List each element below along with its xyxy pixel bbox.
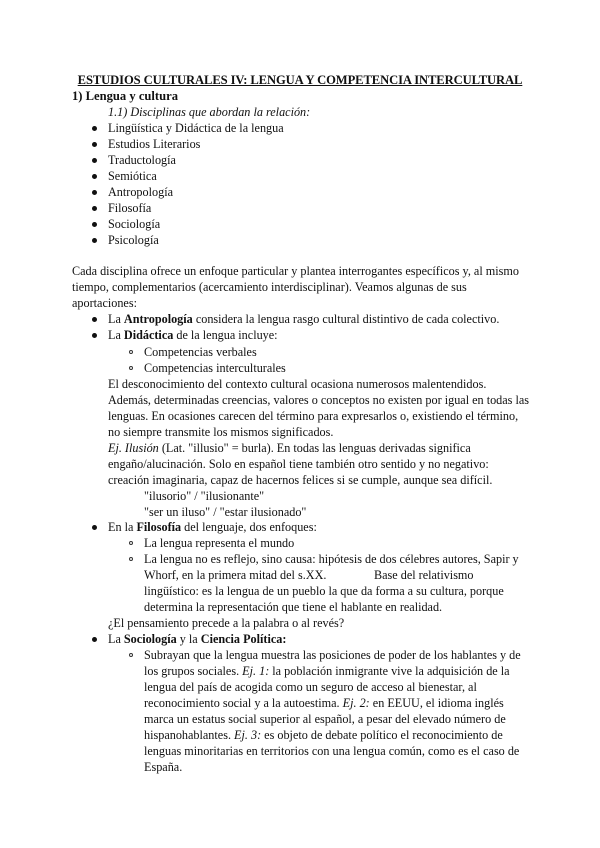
bullet-icon — [92, 238, 97, 243]
text: la población inmigrante vive la adquisición de la — [269, 664, 510, 678]
bold-term: Sociología — [123, 632, 177, 646]
circle-bullet-icon — [129, 653, 133, 657]
list-item: Traductología — [108, 153, 176, 167]
didactica-item — [108, 327, 278, 343]
sub-item: Competencias verbales — [144, 345, 257, 359]
bold-term: Filosofía — [136, 520, 182, 534]
text: considera la lengua rasgo cultural distintivo de cada colectivo. — [192, 312, 500, 326]
paragraph-line: El desconocimiento del contexto cultural ocasiona numerosos malentendidos. — [108, 377, 487, 391]
bold-term: Ciencia Política: — [200, 632, 287, 646]
filosofia-question: ¿El pensamiento precede a la palabra o al revés? — [108, 616, 345, 630]
bullet-icon — [92, 222, 97, 227]
text: La — [108, 632, 124, 646]
text: La — [108, 312, 124, 326]
text: los grupos sociales. — [144, 664, 243, 678]
text: del lenguaje, dos enfoques: — [181, 520, 317, 534]
circle-bullet-icon — [129, 350, 133, 354]
antropologia-item — [108, 311, 499, 327]
bullet-icon — [92, 174, 97, 179]
text: reconocimiento social y a la autoestima. — [144, 696, 343, 710]
list-item: Lingüística y Didáctica de la lengua — [108, 121, 284, 135]
paragraph-line: Además, determinadas creencias, valores o conceptos no existen por igual en todas las — [108, 393, 530, 407]
bullet-icon — [92, 525, 97, 530]
sub-item: Subrayan que la lengua muestra las posiciones de poder de los hablantes y de — [144, 648, 521, 662]
example-label: Ej. Ilusión — [108, 441, 159, 455]
sub-item-continuation: Base del relativismo — [374, 568, 474, 582]
bold-term: Didáctica — [123, 328, 174, 342]
list-item: Semiótica — [108, 169, 157, 183]
bullet-icon — [92, 126, 97, 131]
sub-item-continuation: Whorf, en la primera mitad del s.XX. — [144, 568, 327, 582]
text: es objeto de debate político el reconocimiento de — [261, 728, 503, 742]
text: y la — [176, 632, 201, 646]
list-item: Filosofía — [108, 201, 152, 215]
bold-term: Antropología — [123, 312, 193, 326]
paragraph-line: Cada disciplina ofrece un enfoque particular y plantea interrogantes específicos y, al mismo — [72, 264, 519, 278]
text: hispanohablantes. — [144, 728, 235, 742]
sub-item: La lengua no es reflejo, sino causa: hipótesis de dos célebres autores, Sapir y — [144, 552, 519, 566]
example-label: Ej. 3: — [234, 728, 262, 742]
bullet-icon — [92, 190, 97, 195]
sub-item-continuation — [144, 695, 504, 711]
paragraph-line: lenguas. En ocasiones carecen del término para expresarlos o, existiendo el término, — [108, 409, 519, 423]
bullet-icon — [92, 142, 97, 147]
bullet-icon — [92, 333, 97, 338]
list-item: Antropología — [108, 185, 173, 199]
sub-item: Competencias interculturales — [144, 361, 286, 375]
bullet-icon — [92, 206, 97, 211]
text: (Lat. "illusio" = burla). En todas las lenguas derivadas significa — [158, 441, 471, 455]
sub-item-continuation — [144, 727, 503, 743]
sub-item-continuation: lenguas minoritarias en territorios con una lengua común, como es el caso de — [144, 744, 520, 758]
bullet-icon — [92, 317, 97, 322]
sub-item-continuation: España. — [144, 760, 183, 774]
sub-item: La lengua representa el mundo — [144, 536, 295, 550]
filosofia-item — [108, 519, 317, 535]
list-item: Sociología — [108, 217, 161, 231]
text: de la lengua incluye: — [173, 328, 278, 342]
sub-item-continuation: determina la representación que tiene el hablante en realidad. — [144, 600, 443, 614]
example-quote: "ser un iluso" / "estar ilusionado" — [144, 505, 307, 519]
subsection-heading: 1.1) Disciplinas que abordan la relación: — [108, 105, 311, 119]
document-title: ESTUDIOS CULTURALES IV: LENGUA Y COMPETENCIA INTERCULTURAL — [77, 73, 523, 87]
text: En la — [108, 520, 137, 534]
circle-bullet-icon — [129, 557, 133, 561]
circle-bullet-icon — [129, 366, 133, 370]
paragraph-line: tiempo, complementarios (acercamiento interdisciplinar). Veamos algunas de sus — [72, 280, 467, 294]
example-line: creación imaginaria, capaz de hacernos felices si se cumple, aunque sea difícil. — [108, 473, 493, 487]
example-quote: "ilusorio" / "ilusionante" — [144, 489, 265, 503]
example-line: engaño/alucinación. Solo en español tiene también otro sentido y no negativo: — [108, 457, 489, 471]
sub-item-continuation — [144, 663, 510, 679]
list-item: Estudios Literarios — [108, 137, 201, 151]
circle-bullet-icon — [129, 541, 133, 545]
example-label: Ej. 2: — [342, 696, 370, 710]
sub-item-continuation: lingüístico: es la lengua de un pueblo la que da forma a su cultura, porque — [144, 584, 504, 598]
section-heading: 1) Lengua y cultura — [72, 89, 179, 103]
example-label: Ej. 1: — [242, 664, 270, 678]
sub-item-continuation: lengua del país de acogida como un seguro de acceso al bienestar, al — [144, 680, 477, 694]
paragraph-line: no siempre transmite los mismos significados. — [108, 425, 334, 439]
bullet-icon — [92, 637, 97, 642]
sociologia-item — [108, 631, 286, 647]
example-line — [108, 440, 471, 456]
paragraph-line: aportaciones: — [72, 296, 137, 310]
bullet-icon — [92, 158, 97, 163]
list-item: Psicología — [108, 233, 159, 247]
text: La — [108, 328, 124, 342]
text: en EEUU, el idioma inglés — [369, 696, 504, 710]
sub-item-continuation: marca un estatus social superior al español, a pesar del elevado número de — [144, 712, 506, 726]
